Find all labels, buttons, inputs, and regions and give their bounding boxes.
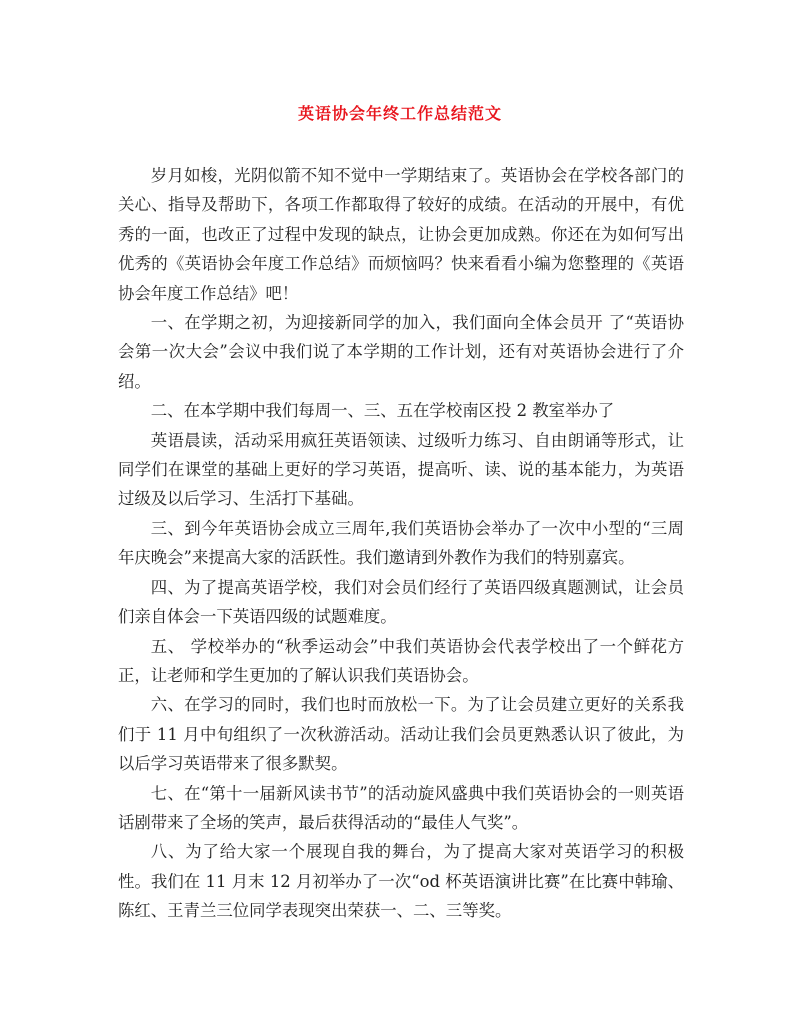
document-title: 英语协会年终工作总结范文 bbox=[297, 104, 502, 123]
paragraph-item-4: 四、为了提高英语学校，我们对会员们经行了英语四级真题测试，让会员们亲自体会一下英语四级的试题难度。 bbox=[118, 577, 684, 627]
document-body bbox=[118, 161, 684, 926]
paragraph-item-5: 五、 学校举办的“秋季运动会”中我们英语协会代表学校出了一个鲜花方正，让老师和学生更加的了解认识我们英语协会。 bbox=[118, 636, 684, 685]
paragraph-item-6: 六、在学习的同时，我们也时而放松一下。为了让会员建立更好的关系我们于 11 月中旬组织了一次秋游活动。活动让我们会员更熟悉认识了彼此，为以后学习英语带来了很多默契。 bbox=[118, 695, 684, 774]
paragraph-item-3: 三、到今年英语协会成立三周年,我们英语协会举办了一次中小型的“三周年庆晚会”来提高大家的活跃性。我们邀请到外教作为我们的特别嘉宾。 bbox=[118, 518, 684, 568]
paragraph-item-2: 二、在本学期中我们每周一、三、五在学校南区投 2 教室举办了 bbox=[150, 401, 615, 421]
paragraph-item-2-continued: 英语晨读，活动采用疯狂英语领读、过级听力练习、自由朗诵等形式，让同学们在课堂的基础上更好的学习英语，提高听、读、说的基本能力，为英语过级及以后学习、生活打下基础。 bbox=[118, 430, 684, 509]
paragraph-item-8: 八、为了给大家一个展现自我的舞台，为了提高大家对英语学习的积极性。我们在 11 月末 12 月初举办了一次“od 杯英语演讲比赛”在比赛中韩瑜、陈红、王青兰三位同学表现突出荣获一、二、三等奖。 bbox=[118, 842, 684, 921]
paragraph-item-7: 七、在“第十一届新风读书节”的活动旋风盛典中我们英语协会的一则英语话剧带来了全场的笑声，最后获得活动的“最佳人气奖”。 bbox=[118, 783, 684, 832]
paragraph-intro: 岁月如梭，光阴似箭不知不觉中一学期结束了。英语协会在学校各部门的关心、指导及帮助下，各项工作都取得了较好的成绩。在活动的开展中，有优秀的一面，也改正了过程中发现的缺点，让协会更加成熟。你还在为如何写出优秀的《英语协会年度工作总结》而烦恼吗？快来看看小编为您整理的《英语协会年度工作总结》吧！ bbox=[118, 166, 684, 303]
paragraph-item-1: 一、在学期之初，为迎接新同学的加入，我们面向全体会员开 了“英语协会第一次大会”会议中我们说了本学期的工作计划，还有对英语协会进行了介绍。 bbox=[118, 313, 684, 391]
